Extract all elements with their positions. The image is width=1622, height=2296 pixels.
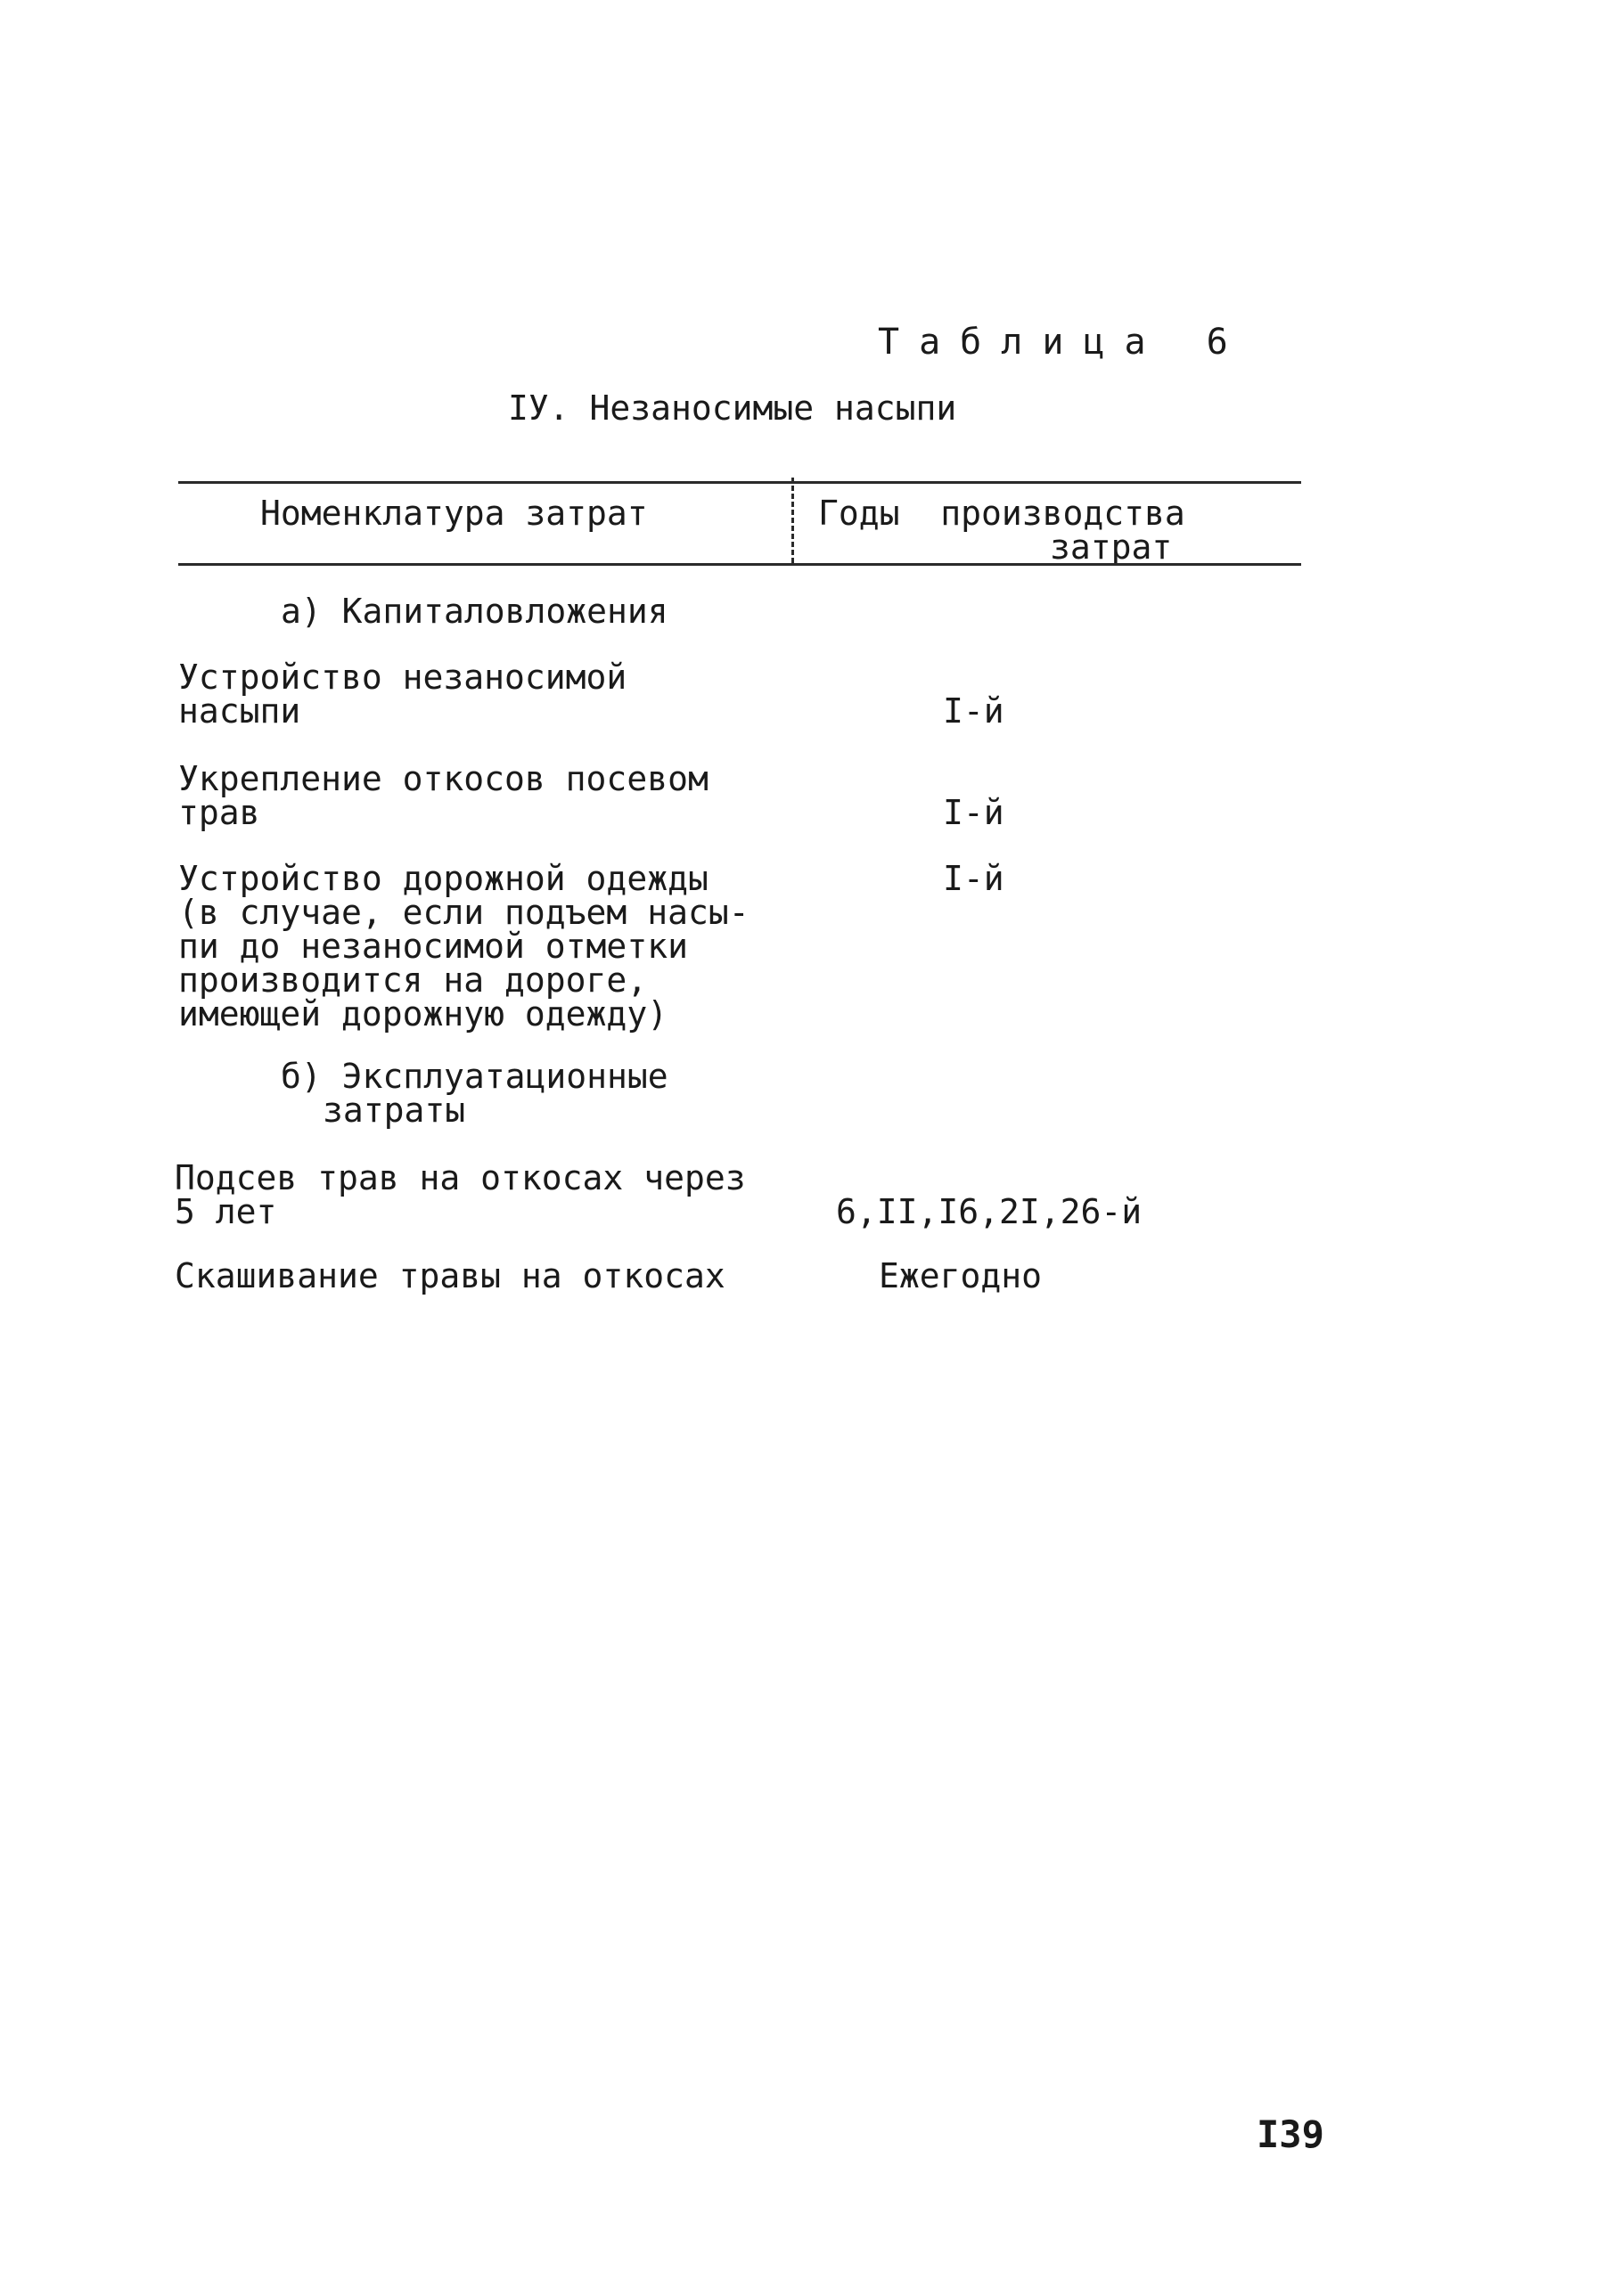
section-b-heading-line2: затраты (323, 1091, 466, 1130)
table-label: Таблица 6 (878, 322, 1248, 363)
row-b1-years: 6,II,I6,2I,26-й (836, 1192, 1143, 1231)
page-number: I39 (1257, 2112, 1324, 2156)
row-a1-name-line2: насыпи (178, 691, 301, 731)
row-a2-name-line2: трав (178, 793, 260, 832)
row-a3-years: I-й (943, 859, 1004, 898)
row-a3-name-line5: имеющей дорожную одежду) (178, 994, 668, 1034)
row-a3-name-line1: Устройство дорожной одежды (178, 859, 709, 898)
row-a1-name-line1: Устройство незаносимой (178, 658, 627, 697)
section-title: IУ. Незаносимые насыпи (508, 388, 957, 428)
row-b1-name-line2: 5 лет (175, 1192, 277, 1231)
row-a2-years: I-й (943, 793, 1004, 832)
row-a3-name-line2: (в случае, если подъем насы- (178, 893, 750, 932)
header-col-years-line2: затрат (1050, 527, 1173, 567)
table-top-rule (178, 481, 1301, 484)
row-a3-name-line4: производится на дороге, (178, 960, 648, 1000)
row-b2-name-line1: Скашивание травы на откосах (175, 1256, 725, 1295)
section-b-heading-line1: б) Эксплуатационные (281, 1057, 668, 1096)
header-col-nomenclature: Номенклатура затрат (260, 494, 648, 533)
header-column-divider (791, 478, 794, 563)
section-a-heading: а) Капиталовложения (281, 592, 668, 631)
row-a1-years: I-й (943, 691, 1004, 731)
row-a3-name-line3: пи до незаносимой отметки (178, 927, 688, 966)
header-col-years-line1: Годы производства (818, 494, 1185, 533)
header-bottom-rule (178, 563, 1301, 566)
row-b1-name-line1: Подсев трав на откосах через (175, 1158, 746, 1197)
row-b2-years: Ежегодно (879, 1256, 1043, 1295)
row-a2-name-line1: Укрепление откосов посевом (178, 759, 709, 798)
